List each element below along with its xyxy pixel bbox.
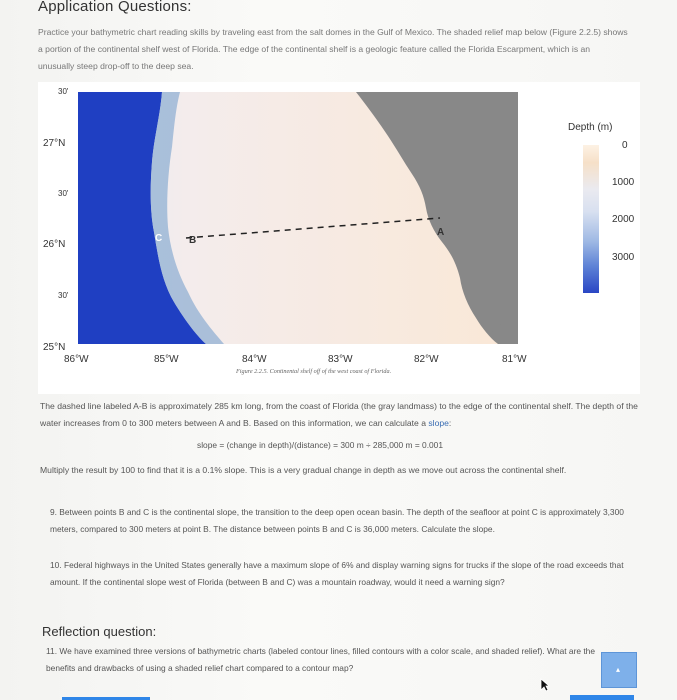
- label-a: A: [437, 227, 445, 238]
- y-tick: 30': [58, 87, 69, 96]
- colorbar-title: Depth (m): [568, 122, 613, 133]
- scroll-helper-button[interactable]: [601, 652, 637, 688]
- shaded-relief-map: [78, 92, 518, 344]
- colorbar-tick: 3000: [612, 252, 635, 263]
- x-tick: 82°W: [414, 354, 439, 365]
- slope-explanation: [40, 398, 640, 432]
- label-c: C: [155, 233, 163, 244]
- para1-text: The dashed line labeled A-B is approximately 285 km long, from the coast of Florida (the gray landmass) to the edge of the continental shelf. The depth of the water increases from 0 to 300 meters between A and B. Based on this information, we can calculate a: [40, 401, 638, 428]
- reflection-title: Reflection question:: [42, 624, 157, 639]
- question-11: 11. We have examined three versions of bathymetric charts (labeled contour lines, filled contours with a color scale, and shaded relief). What are the benefits and drawbacks of using a shaded relief chart compared to a contour map?: [46, 646, 595, 673]
- depth-colorbar: [583, 145, 599, 293]
- percent-explanation: Multiply the result by 100 to find that it is a 0.1% slope. This is a very gradual change in depth as we move out across the continental shelf.: [40, 465, 567, 475]
- colorbar-tick: 2000: [612, 214, 635, 225]
- y-tick: 30': [58, 189, 69, 198]
- intro-paragraph: Practice your bathymetric chart reading skills by traveling east from the salt domes in the Gulf of Mexico. The shaded relief map below (Figure 2.2.5) shows a portion of the continental shelf west of Florida. The edge of the continental shelf is a geologic feature called the Florida Escarpment, which is an unusually steep drop-off to the deep sea.: [38, 27, 628, 71]
- y-tick: 27°N: [43, 138, 66, 149]
- question-9: 9. Between points B and C is the continental slope, the transition to the deep open ocean basin. The depth of the seafloor at point C is approximately 3,300 meters, compared to 300 meters at point B. The distance between points B and C is 36,000 meters. Calculate the slope.: [50, 507, 624, 534]
- page-title: Application Questions:: [38, 0, 192, 15]
- x-tick: 83°W: [328, 354, 353, 365]
- question-10: 10. Federal highways in the United States generally have a maximum slope of 6% and display warning signs for trucks if the slope of the road exceeds that amount. If the continental slope west of Florida (between B and C) was a mountain roadway, would it need a warning sign?: [50, 560, 624, 587]
- x-tick: 84°W: [242, 354, 267, 365]
- y-tick: 30': [58, 291, 69, 300]
- slope-formula: slope = (change in depth)/(distance) = 300 m ÷ 285,000 m = 0.001: [197, 440, 443, 450]
- bathymetry-figure: [38, 82, 640, 394]
- para1-colon: :: [448, 418, 452, 428]
- colorbar-tick: 1000: [612, 177, 635, 188]
- colorbar-tick: 0: [622, 140, 628, 151]
- label-b: B: [189, 235, 197, 246]
- y-tick: 26°N: [43, 239, 66, 250]
- chevron-up-icon: ▴: [616, 665, 621, 674]
- bottom-action-button[interactable]: [570, 695, 634, 700]
- x-tick: 81°W: [502, 354, 527, 365]
- mouse-cursor-icon: [540, 678, 550, 692]
- y-tick: 25°N: [43, 342, 66, 353]
- x-tick: 86°W: [64, 354, 89, 365]
- figure-caption: Figure 2.2.5. Continental shelf off of the west coast of Florida.: [236, 368, 392, 375]
- x-tick: 85°W: [154, 354, 179, 365]
- slope-link[interactable]: slope: [428, 418, 449, 428]
